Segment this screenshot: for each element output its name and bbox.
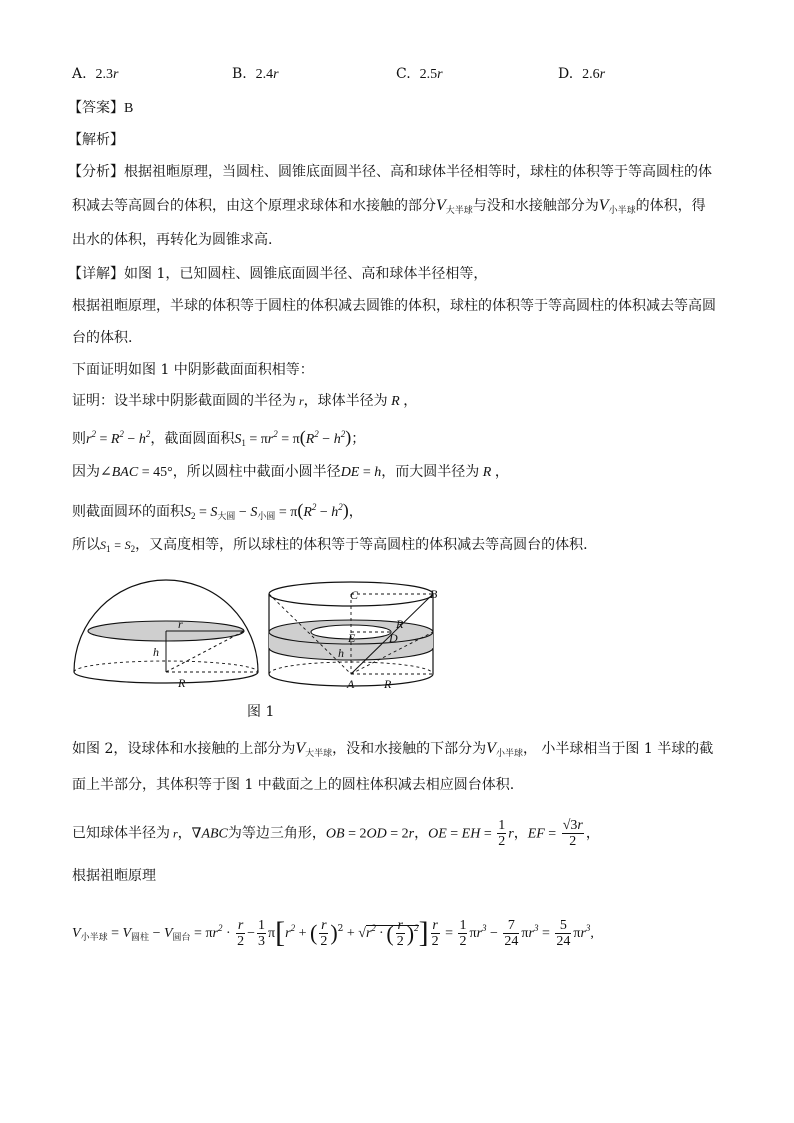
detail-line-1: 【详解】如图 1，已知圆柱、圆锥底面圆半径、高和球体半径相等， bbox=[68, 266, 488, 282]
fig2-line-2: 面上半部分，其体积等于图 1 中截面之上的圆柱体积减去相应圆台体积. bbox=[72, 777, 515, 793]
figure-1 bbox=[66, 574, 456, 696]
label-R-upper: R bbox=[396, 617, 404, 631]
fig2-line-1: 如图 2，设球体和水接触的上部分为$V_{大半球}$，没和水接触的下部分为$V_{小半球}$， 小半球相当于图 1 半球的截 bbox=[72, 740, 714, 759]
option-a: A. 2.3r bbox=[72, 66, 119, 82]
detail-line-2: 根据祖暅原理，半球的体积等于圆柱的体积减去圆锥的体积，球柱的体积等于等高圆柱的体积减去等高圆 bbox=[72, 298, 716, 314]
fenxi-line-1: 【分析】根据祖暅原理，当圆柱、圆锥底面圆半径、高和球体半径相等时，球柱的体积等于等高圆柱的体 bbox=[68, 164, 712, 180]
option-b: B. 2.4r bbox=[232, 66, 279, 82]
label-h: h bbox=[153, 645, 159, 659]
detail-line-4: 下面证明如图 1 中阴影截面面积相等： bbox=[72, 362, 314, 378]
label-B: B bbox=[430, 587, 438, 601]
option-d: D. 2.6r bbox=[558, 66, 606, 82]
label-D: D bbox=[389, 631, 398, 645]
figure-caption: 图 1 bbox=[247, 704, 275, 720]
answer-line: 【答案】B bbox=[68, 100, 134, 116]
label-R-hemisphere: R bbox=[178, 676, 186, 690]
detail-line-9: 所以$S_1 = S_2$，又高度相等，所以球柱的体积等于等高圆柱的体积减去等高圆台的体积. bbox=[72, 537, 588, 554]
fenxi-line-3: 出水的体积，再转化为圆锥求高. bbox=[72, 232, 273, 248]
hemisphere-diagram bbox=[74, 580, 258, 690]
cylinder-diagram bbox=[269, 582, 438, 691]
label-h-cylinder: h bbox=[338, 646, 344, 660]
label-R-cylinder: R bbox=[384, 677, 392, 691]
label-C: C bbox=[350, 588, 359, 602]
detail-line-6: 则$r^2 = R^2 - h^2$，截面圆面积$S_1 = \pi r^2 = \pi(R^2 - h^2)$； bbox=[72, 427, 366, 448]
volume-formula: $V_{小半球} = V_{圆柱} - V_{圆台} = \pi r^2$ · $\frac{r}{2}$ − $\frac{1}{3}$ $\pi[r^2$ + ( $\frac{r}{2}$ )$^2 + √r^2$ · ( $\frac{r}{2}$ )$^2$] $\frac{r}{2}$ = $\frac{1}{2}$ $\pi r^3$ − $\frac{7}{24}$ $\pi r^3$ = $\frac{5}{24}$ $\pi r^3$, bbox=[72, 916, 594, 950]
label-r: r bbox=[178, 617, 183, 631]
label-E: E bbox=[348, 631, 356, 645]
fig2-line-3: 已知球体半径为 r，∇ABC为等边三角形，OB = 2OD = 2r，OE = EH = $\frac{1}{2}$ r，EF = $\frac{√3r}{2}$ ， bbox=[72, 818, 600, 849]
option-c: C. 2.5r bbox=[396, 66, 443, 82]
label-A: A bbox=[347, 677, 355, 691]
fig2-line-4: 根据祖暅原理 bbox=[72, 868, 156, 884]
detail-line-7: 因为∠BAC = 45°，所以圆柱中截面小圆半径DE = h，而大圆半径为 R ， bbox=[72, 464, 509, 480]
analysis-heading: 【解析】 bbox=[68, 132, 124, 148]
detail-line-8: 则截面圆环的面积$S_2 = S_{大圆} - S_{小圆} = \pi(R^2 - h^2)$， bbox=[72, 500, 363, 522]
detail-line-5: 证明：设半球中阴影截面圆的半径为 r，球体半径为 R ， bbox=[72, 393, 418, 409]
detail-line-3: 台的体积. bbox=[72, 330, 133, 346]
fenxi-line-2: 积减去等高圆台的体积，由这个原理求球体和水接触的部分$V_{大半球}$与没和水接触部分为$V_{小半球}$的体积，得 bbox=[72, 197, 706, 216]
